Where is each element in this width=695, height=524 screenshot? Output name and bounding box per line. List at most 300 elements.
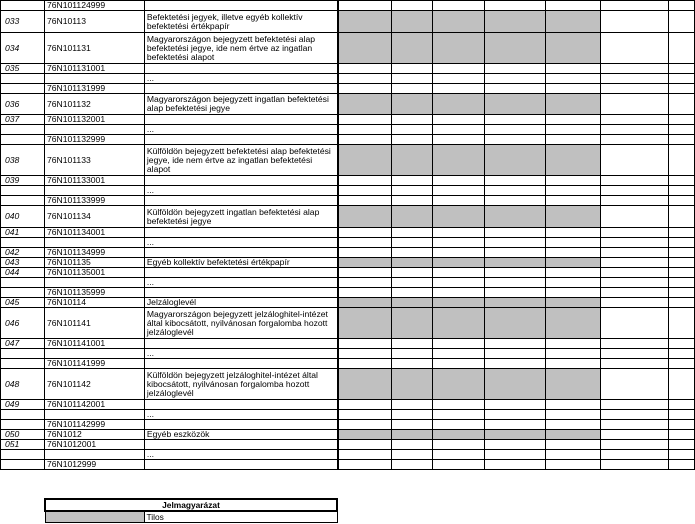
value-cell <box>546 430 601 440</box>
value-cell <box>338 308 391 339</box>
row-number: 047 <box>1 339 45 349</box>
value-cell <box>485 268 546 278</box>
value-cell <box>485 369 546 400</box>
value-cell <box>546 74 601 84</box>
table-row <box>1 206 695 228</box>
value-cell <box>433 450 485 460</box>
value-cell <box>485 460 546 470</box>
value-cell <box>391 84 433 94</box>
value-cell <box>391 369 433 400</box>
value-cell <box>433 135 485 145</box>
table-row <box>1 145 695 176</box>
value-cell <box>668 349 694 359</box>
row-number: 034 <box>1 33 45 64</box>
value-cell <box>338 11 391 33</box>
value-cell <box>391 258 433 268</box>
value-cell <box>391 238 433 248</box>
value-cell <box>601 145 669 176</box>
row-number <box>1 450 45 460</box>
table-row <box>1 460 695 470</box>
row-name: Befektetési jegyek, illetve egyéb kollektív befektetési értékpapír <box>144 11 338 33</box>
value-cell <box>433 268 485 278</box>
value-cell <box>433 186 485 196</box>
value-cell <box>601 11 669 33</box>
value-cell <box>433 74 485 84</box>
value-cell <box>668 11 694 33</box>
value-cell <box>391 450 433 460</box>
value-cell <box>433 228 485 238</box>
value-cell <box>433 278 485 288</box>
row-code: 76N101142 <box>44 369 144 400</box>
value-cell <box>668 278 694 288</box>
value-cell <box>546 186 601 196</box>
value-cell <box>338 196 391 206</box>
value-cell <box>546 33 601 64</box>
value-cell <box>391 115 433 125</box>
value-cell <box>546 64 601 74</box>
value-cell <box>546 248 601 258</box>
row-code: 76N101133001 <box>44 176 144 186</box>
value-cell <box>601 64 669 74</box>
value-cell <box>668 1 694 11</box>
value-cell <box>433 11 485 33</box>
value-cell <box>485 11 546 33</box>
value-cell <box>485 196 546 206</box>
row-name: Egyéb kollektív befektetési értékpapír <box>144 258 338 268</box>
value-cell <box>546 450 601 460</box>
row-name: ... <box>144 278 338 288</box>
table-row <box>1 186 695 196</box>
row-name <box>144 268 338 278</box>
value-cell <box>668 339 694 349</box>
table-row <box>1 410 695 420</box>
value-cell <box>601 186 669 196</box>
value-cell <box>433 33 485 64</box>
value-cell <box>338 359 391 369</box>
value-cell <box>338 410 391 420</box>
value-cell <box>338 1 391 11</box>
value-cell <box>485 400 546 410</box>
value-cell <box>668 258 694 268</box>
value-cell <box>601 420 669 430</box>
value-cell <box>601 268 669 278</box>
value-cell <box>433 258 485 268</box>
value-cell <box>546 308 601 339</box>
row-code: 76N101141999 <box>44 359 144 369</box>
row-name: ... <box>144 410 338 420</box>
table-row <box>1 248 695 258</box>
value-cell <box>433 288 485 298</box>
row-code: 76N101133999 <box>44 196 144 206</box>
value-cell <box>668 125 694 135</box>
table-row <box>1 339 695 349</box>
value-cell <box>485 186 546 196</box>
row-number <box>1 420 45 430</box>
value-cell <box>668 238 694 248</box>
value-cell <box>485 145 546 176</box>
row-name <box>144 248 338 258</box>
value-cell <box>668 298 694 308</box>
row-number <box>1 186 45 196</box>
table-row <box>1 430 695 440</box>
row-name: ... <box>144 186 338 196</box>
row-code: 76N101134001 <box>44 228 144 238</box>
value-cell <box>546 11 601 33</box>
row-number <box>1 288 45 298</box>
value-cell <box>391 1 433 11</box>
value-cell <box>433 238 485 248</box>
row-name: Jelzáloglevél <box>144 298 338 308</box>
value-cell <box>485 450 546 460</box>
value-cell <box>485 238 546 248</box>
value-cell <box>391 349 433 359</box>
table-row <box>1 94 695 115</box>
value-cell <box>338 94 391 115</box>
row-name <box>144 440 338 450</box>
value-cell <box>433 349 485 359</box>
row-code: 76N10113 <box>44 11 144 33</box>
table-row <box>1 11 695 33</box>
table-row <box>1 308 695 339</box>
row-name: Külföldön bejegyzett befektetési alap befektetési jegye, ide nem értve az ingatlan befektetési alapot <box>144 145 338 176</box>
row-name <box>144 339 338 349</box>
legend-title: Jelmagyarázat <box>45 499 337 511</box>
value-cell <box>338 400 391 410</box>
value-cell <box>601 410 669 420</box>
value-cell <box>485 84 546 94</box>
row-code: 76N101131 <box>44 33 144 64</box>
value-cell <box>338 238 391 248</box>
row-code: 76N10114 <box>44 298 144 308</box>
value-cell <box>338 420 391 430</box>
table-row <box>1 278 695 288</box>
value-cell <box>601 238 669 248</box>
value-cell <box>391 228 433 238</box>
row-name <box>144 196 338 206</box>
table-row <box>1 440 695 450</box>
value-cell <box>601 308 669 339</box>
table-row <box>1 359 695 369</box>
row-code: 76N101141 <box>44 308 144 339</box>
row-name <box>144 115 338 125</box>
value-cell <box>668 288 694 298</box>
value-cell <box>338 450 391 460</box>
value-cell <box>391 420 433 430</box>
value-cell <box>668 186 694 196</box>
row-code: 76N101132 <box>44 94 144 115</box>
value-cell <box>338 84 391 94</box>
value-cell <box>668 359 694 369</box>
legend-swatch-forbidden <box>45 511 144 523</box>
value-cell <box>668 196 694 206</box>
value-cell <box>338 115 391 125</box>
row-code: 76N101134 <box>44 206 144 228</box>
value-cell <box>668 460 694 470</box>
value-cell <box>601 196 669 206</box>
value-cell <box>433 420 485 430</box>
row-code: 76N101142001 <box>44 400 144 410</box>
value-cell <box>668 450 694 460</box>
row-code: 76N101131999 <box>44 84 144 94</box>
value-cell <box>433 84 485 94</box>
value-cell <box>391 339 433 349</box>
value-cell <box>391 248 433 258</box>
table-row <box>1 228 695 238</box>
value-cell <box>485 1 546 11</box>
value-cell <box>546 298 601 308</box>
value-cell <box>601 460 669 470</box>
value-cell <box>668 33 694 64</box>
row-name: ... <box>144 125 338 135</box>
row-number <box>1 359 45 369</box>
row-name <box>144 64 338 74</box>
value-cell <box>433 430 485 440</box>
value-cell <box>433 125 485 135</box>
value-cell <box>601 359 669 369</box>
value-cell <box>546 258 601 268</box>
value-cell <box>391 410 433 420</box>
row-number: 037 <box>1 115 45 125</box>
row-code <box>44 238 144 248</box>
row-code <box>44 450 144 460</box>
row-number: 040 <box>1 206 45 228</box>
row-code: 76N1012001 <box>44 440 144 450</box>
value-cell <box>338 258 391 268</box>
value-cell <box>546 359 601 369</box>
value-cell <box>546 94 601 115</box>
row-code: 76N101134999 <box>44 248 144 258</box>
value-cell <box>546 1 601 11</box>
value-cell <box>485 176 546 186</box>
value-cell <box>391 176 433 186</box>
value-cell <box>391 268 433 278</box>
value-cell <box>433 440 485 450</box>
table-row <box>1 1 695 11</box>
value-cell <box>391 135 433 145</box>
value-cell <box>338 228 391 238</box>
row-number <box>1 238 45 248</box>
row-number: 039 <box>1 176 45 186</box>
value-cell <box>601 349 669 359</box>
value-cell <box>391 145 433 176</box>
row-name <box>144 400 338 410</box>
value-cell <box>546 125 601 135</box>
row-name <box>144 1 338 11</box>
row-number: 048 <box>1 369 45 400</box>
value-cell <box>485 228 546 238</box>
value-cell <box>601 258 669 268</box>
value-cell <box>391 400 433 410</box>
row-number: 038 <box>1 145 45 176</box>
table-row <box>1 420 695 430</box>
value-cell <box>485 64 546 74</box>
row-name <box>144 460 338 470</box>
value-cell <box>485 115 546 125</box>
row-code <box>44 186 144 196</box>
row-number: 051 <box>1 440 45 450</box>
value-cell <box>433 400 485 410</box>
row-number: 041 <box>1 228 45 238</box>
row-number: 043 <box>1 258 45 268</box>
row-code: 76N1012999 <box>44 460 144 470</box>
row-code <box>44 278 144 288</box>
row-number: 033 <box>1 11 45 33</box>
row-number <box>1 278 45 288</box>
value-cell <box>668 74 694 84</box>
value-cell <box>668 145 694 176</box>
value-cell <box>485 278 546 288</box>
row-name <box>144 359 338 369</box>
value-cell <box>546 238 601 248</box>
row-code: 76N101133 <box>44 145 144 176</box>
value-cell <box>433 206 485 228</box>
value-cell <box>546 135 601 145</box>
row-name: ... <box>144 238 338 248</box>
value-cell <box>433 64 485 74</box>
value-cell <box>601 369 669 400</box>
value-cell <box>485 410 546 420</box>
value-cell <box>601 206 669 228</box>
row-name <box>144 228 338 238</box>
value-cell <box>433 176 485 186</box>
row-number <box>1 460 45 470</box>
row-number: 035 <box>1 64 45 74</box>
row-number: 036 <box>1 94 45 115</box>
value-cell <box>391 359 433 369</box>
value-cell <box>338 460 391 470</box>
table-row <box>1 268 695 278</box>
value-cell <box>433 1 485 11</box>
value-cell <box>546 206 601 228</box>
value-cell <box>485 94 546 115</box>
row-number <box>1 349 45 359</box>
value-cell <box>485 298 546 308</box>
value-cell <box>668 248 694 258</box>
row-number: 044 <box>1 268 45 278</box>
value-cell <box>391 460 433 470</box>
value-cell <box>433 248 485 258</box>
value-cell <box>338 145 391 176</box>
value-cell <box>668 176 694 186</box>
value-cell <box>338 278 391 288</box>
table-row <box>1 450 695 460</box>
value-cell <box>601 228 669 238</box>
row-name: Magyarországon bejegyzett befektetési alap befektetési jegye, ide nem értve az ingatlan befektetési alapot <box>144 33 338 64</box>
value-cell <box>601 84 669 94</box>
value-cell <box>338 288 391 298</box>
value-cell <box>668 94 694 115</box>
table-row <box>1 196 695 206</box>
row-name: Magyarországon bejegyzett ingatlan befektetési alap befektetési jegye <box>144 94 338 115</box>
value-cell <box>546 145 601 176</box>
value-cell <box>433 196 485 206</box>
value-cell <box>338 206 391 228</box>
row-code: 76N101124999 <box>44 1 144 11</box>
value-cell <box>485 349 546 359</box>
value-cell <box>546 440 601 450</box>
row-number <box>1 135 45 145</box>
value-cell <box>546 228 601 238</box>
value-cell <box>668 115 694 125</box>
value-cell <box>391 196 433 206</box>
row-name: ... <box>144 74 338 84</box>
value-cell <box>338 64 391 74</box>
value-cell <box>668 268 694 278</box>
value-cell <box>668 420 694 430</box>
value-cell <box>601 115 669 125</box>
table-row <box>1 74 695 84</box>
row-number: 049 <box>1 400 45 410</box>
legend-label-forbidden: Tilos <box>144 511 337 523</box>
value-cell <box>433 410 485 420</box>
value-cell <box>338 186 391 196</box>
row-code <box>44 74 144 84</box>
value-cell <box>601 1 669 11</box>
value-cell <box>338 339 391 349</box>
value-cell <box>668 64 694 74</box>
value-cell <box>338 248 391 258</box>
value-cell <box>391 11 433 33</box>
value-cell <box>601 94 669 115</box>
row-number: 046 <box>1 308 45 339</box>
table-row <box>1 400 695 410</box>
value-cell <box>338 369 391 400</box>
value-cell <box>601 248 669 258</box>
row-number: 045 <box>1 298 45 308</box>
row-code: 76N101132001 <box>44 115 144 125</box>
value-cell <box>433 359 485 369</box>
row-name <box>144 176 338 186</box>
value-cell <box>485 440 546 450</box>
value-cell <box>601 430 669 440</box>
value-cell <box>391 206 433 228</box>
value-cell <box>433 115 485 125</box>
value-cell <box>391 74 433 84</box>
value-cell <box>338 268 391 278</box>
value-cell <box>601 176 669 186</box>
value-cell <box>601 125 669 135</box>
row-name <box>144 288 338 298</box>
value-cell <box>546 400 601 410</box>
row-name: ... <box>144 349 338 359</box>
value-cell <box>546 460 601 470</box>
value-cell <box>485 33 546 64</box>
value-cell <box>338 440 391 450</box>
value-cell <box>546 196 601 206</box>
row-name <box>144 420 338 430</box>
value-cell <box>433 308 485 339</box>
row-name: ... <box>144 450 338 460</box>
value-cell <box>338 298 391 308</box>
value-cell <box>546 115 601 125</box>
value-cell <box>391 125 433 135</box>
value-cell <box>668 308 694 339</box>
value-cell <box>391 33 433 64</box>
table-row <box>1 349 695 359</box>
value-cell <box>546 288 601 298</box>
row-name <box>144 84 338 94</box>
value-cell <box>546 420 601 430</box>
value-cell <box>601 288 669 298</box>
legend <box>44 498 338 523</box>
value-cell <box>546 84 601 94</box>
row-code <box>44 125 144 135</box>
value-cell <box>485 339 546 349</box>
value-cell <box>546 339 601 349</box>
row-number <box>1 84 45 94</box>
value-cell <box>485 258 546 268</box>
value-cell <box>338 135 391 145</box>
